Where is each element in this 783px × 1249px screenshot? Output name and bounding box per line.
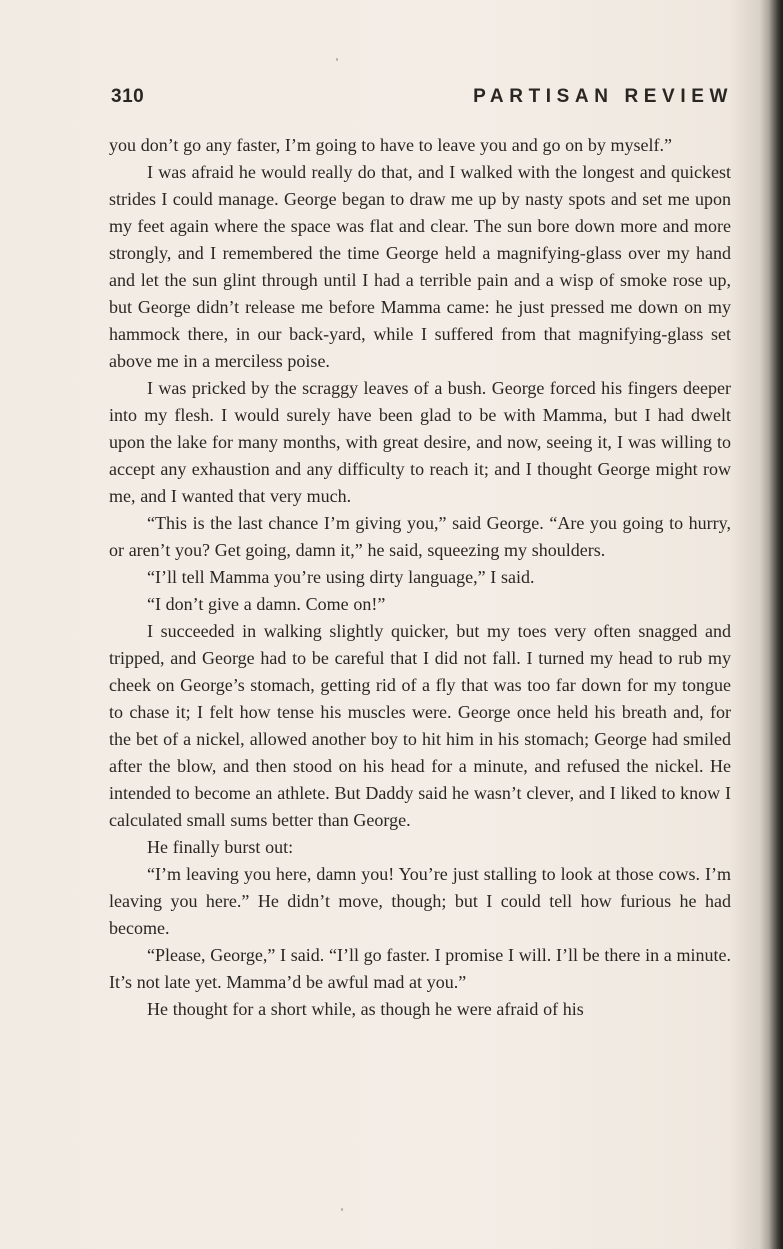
paragraph: I succeeded in walking slightly quicker, but my toes very often snagged and tripped, and George had to be careful that I did not fall. I turned my head to rub my cheek on George’s stomach, getting rid of a fly that was too far down for my tongue to chase it; I felt how tense his muscles were. George once held his breath and, for the bet of a nickel, allowed another boy to hit him in his stomach; George had smiled after the blow, and then stood on his head for a minute, and refused the nickel. He intended to become an athlete. But Daddy said he wasn’t clever, and I liked to know I calculated small sums better than George. — [109, 621, 731, 830]
paragraph: “Please, George,” I said. “I’ll go faster. I promise I will. I’ll be there in a minute. It’s not late yet. Mamma’d be awful mad at you.” — [109, 945, 731, 992]
paragraph: I was pricked by the scraggy leaves of a bush. George forced his fingers deeper into my flesh. I would surely have been glad to be with Mamma, but I had dwelt upon the lake for many months, with great desire, and now, seeing it, I was willing to accept any exhaustion and any difficulty to reach it; and I thought George might row me, and I wanted that very much. — [109, 378, 731, 506]
paragraph: you don’t go any faster, I’m going to have to leave you and go on by myself.” — [109, 135, 673, 155]
paragraph: “I’m leaving you here, damn you! You’re just stalling to look at those cows. I’m leaving you here.” He didn’t move, though; but I could tell how furious he had become. — [109, 864, 731, 938]
paragraph: “I’ll tell Mamma you’re using dirty language,” I said. — [147, 567, 535, 587]
paragraph: He thought for a short while, as though he were afraid of his — [147, 999, 584, 1019]
body-text — [109, 132, 731, 1023]
paragraph: I was afraid he would really do that, and I walked with the longest and quickest strides I could manage. George began to draw me up by nasty spots and set me upon my feet again where the space was flat and clear. The sun bore down more and more strongly, and I remembered the time George held a magnifying-glass over my hand and let the sun glint through until I had a terrible pain and a wisp of smoke rose up, but George didn’t release me before Mamma came: he just pressed me down on my hammock there, in our back-yard, while I suffered from that magnifying-glass set above me in a merciless poise. — [109, 162, 731, 371]
page-spine-shadow — [769, 0, 783, 1249]
page-header — [111, 86, 733, 110]
paper-speck — [336, 58, 338, 61]
paragraph: “This is the last chance I’m giving you,” said George. “Are you going to hurry, or aren’t you? Get going, damn it,” he said, squeezing my shoulders. — [109, 513, 731, 560]
running-head: PARTISAN REVIEW — [473, 86, 733, 107]
paper-speck — [341, 1208, 343, 1211]
paragraph: “I don’t give a damn. Come on!” — [147, 594, 386, 614]
paragraph: He finally burst out: — [147, 837, 294, 857]
page-number: 310 — [111, 86, 145, 107]
